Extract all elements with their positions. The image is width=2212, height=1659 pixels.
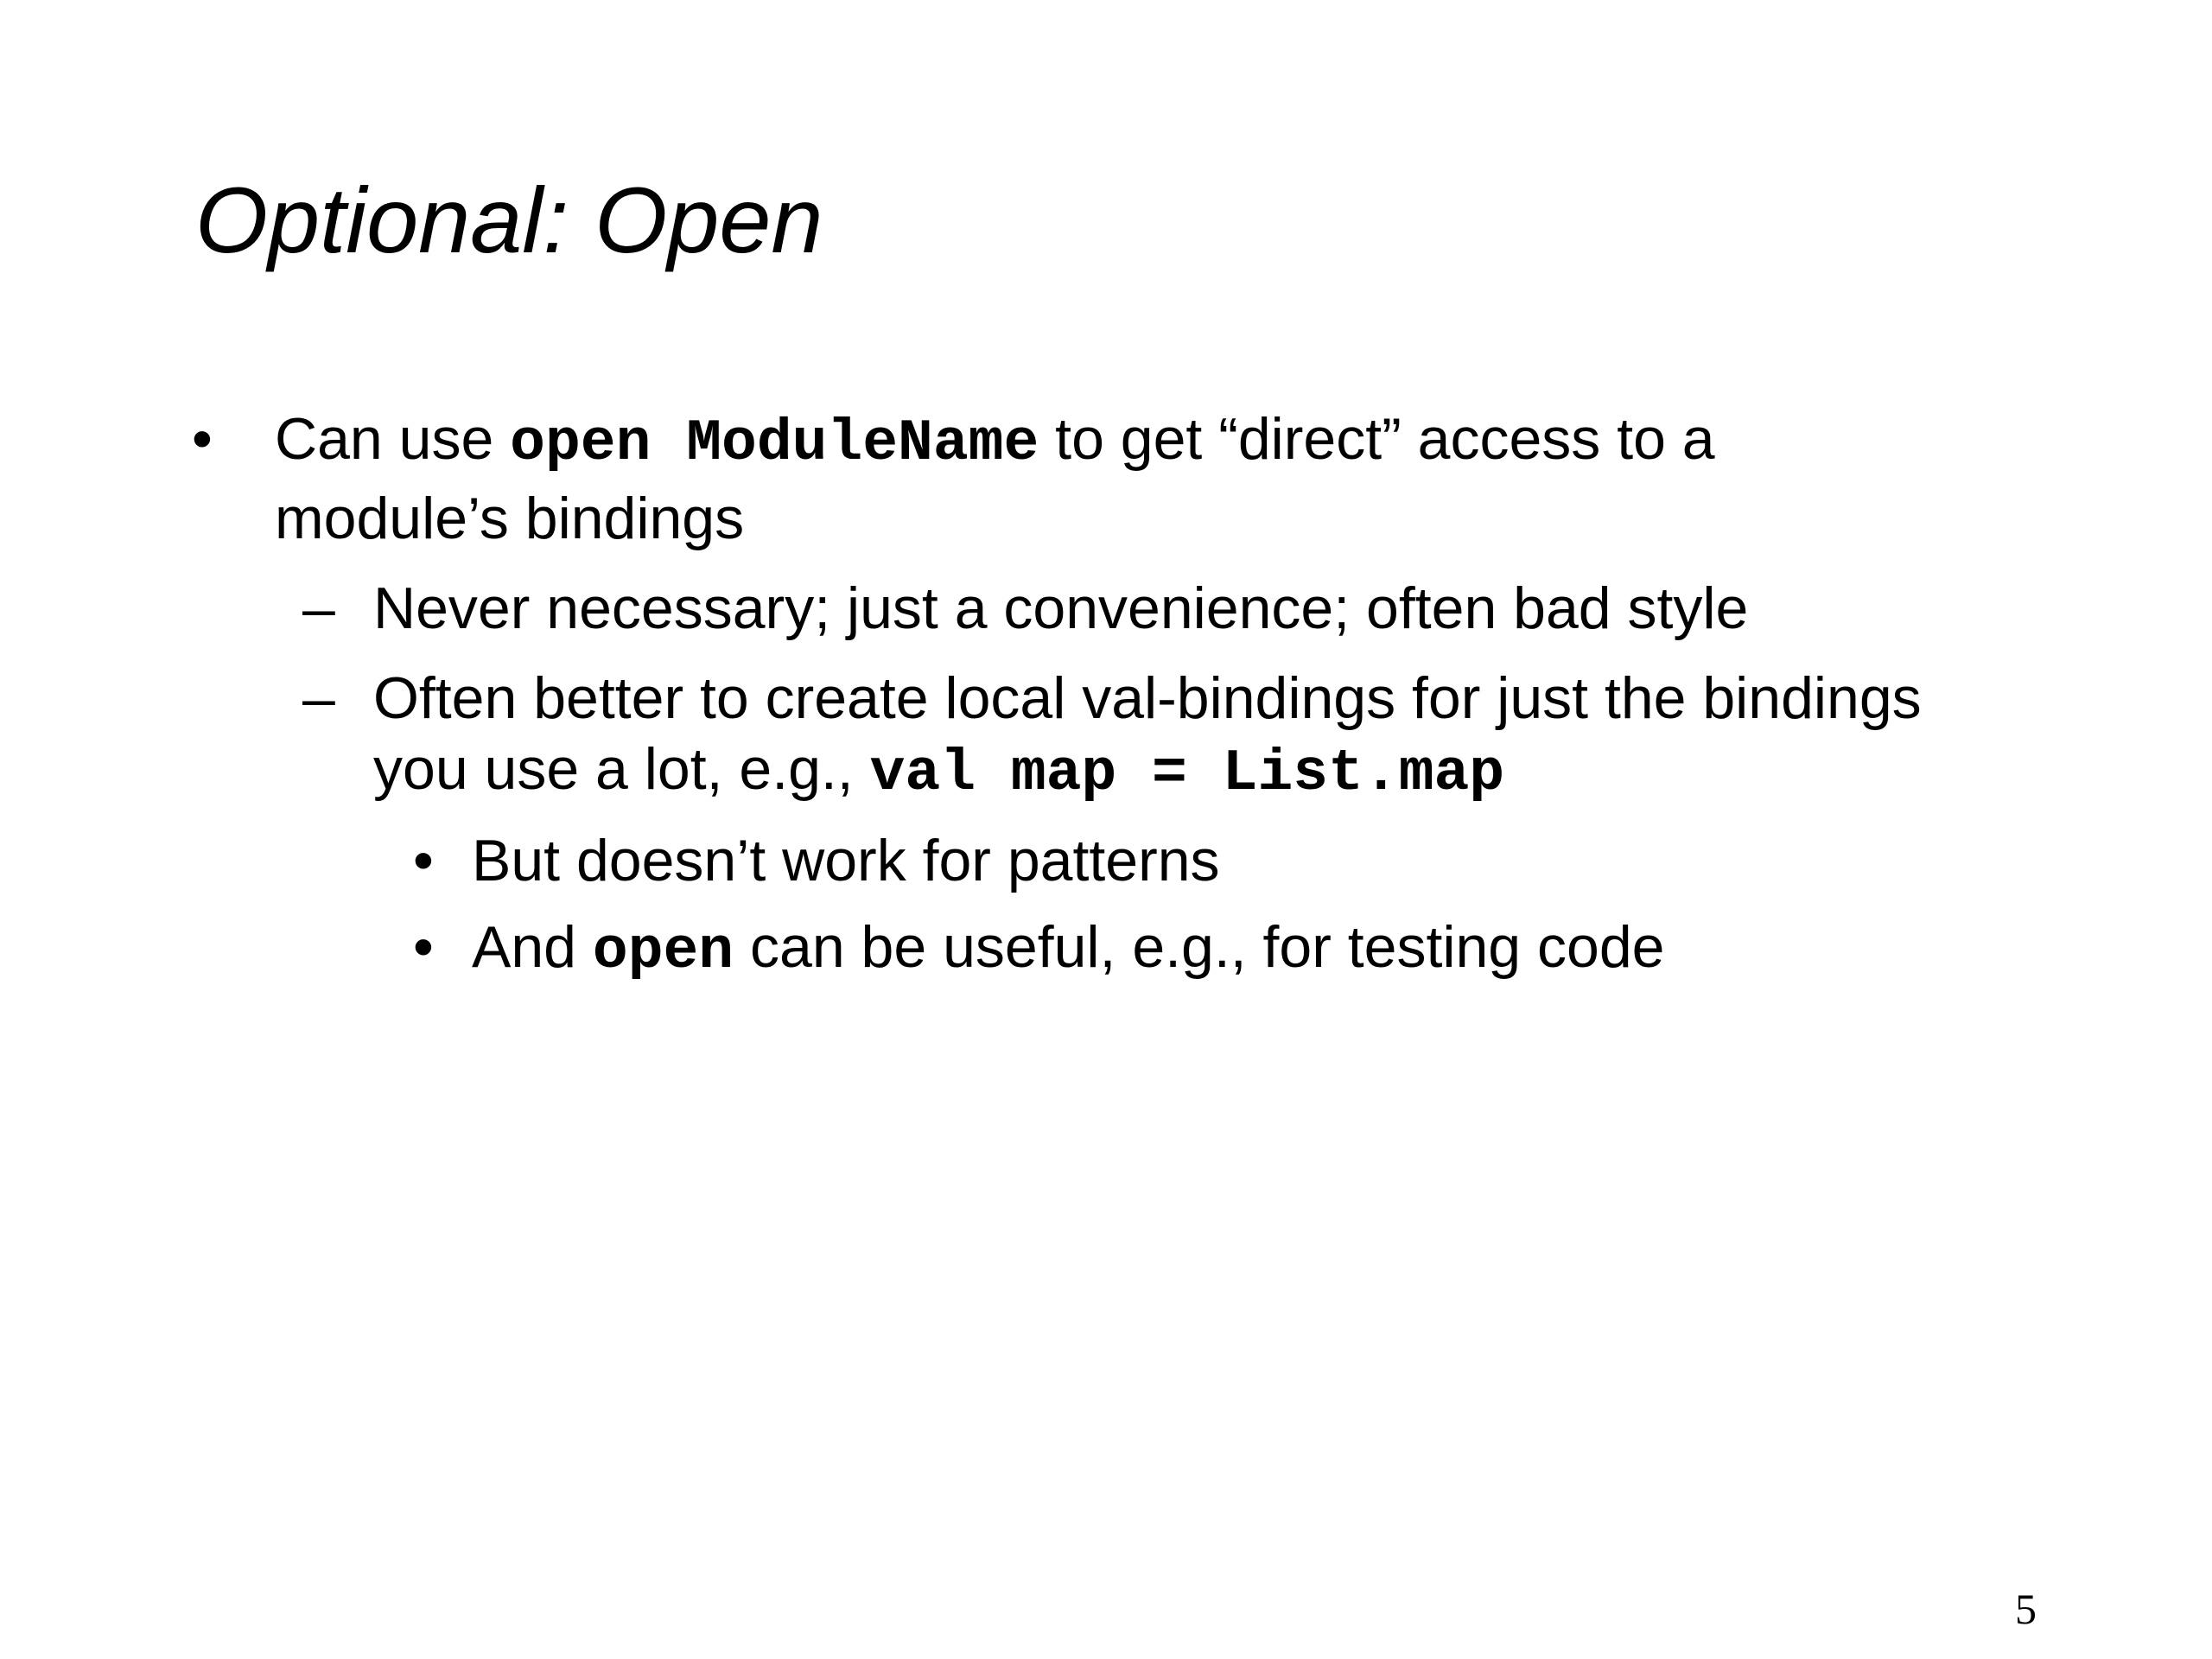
subbullet-text: Never necessary; just a convenience; often bad style [373,575,1749,641]
dash-marker: – [302,665,335,731]
subbullet-text: you use a lot, e.g., [373,736,870,802]
subsubbullet-testing-code [413,909,1665,990]
code-snippet: open ModuleName [510,410,1039,477]
subbullet-local-val-bindings [302,660,1922,736]
subbullet-never-necessary [302,570,1749,646]
subbullet-local-val-bindings-continuation [373,731,1504,812]
bullet-text: Can use [275,406,511,472]
bullet-text: to get “direct” access to a [1039,406,1715,472]
subsubbullet-text: can be useful, e.g., for testing code [734,914,1665,980]
bullet-marker: • [192,406,213,472]
bullet-marker: • [413,828,434,893]
dash-marker: – [302,575,335,641]
code-snippet: val map = List.map [869,741,1505,807]
subsubbullet-patterns [413,823,1220,899]
subbullet-text: Often better to create local val-bindings for just the bindings [373,665,1922,731]
subsubbullet-text: And [472,914,593,980]
bullet-open-module [192,401,1715,482]
bullet-open-module-continuation [275,480,744,556]
slide-title: Optional: Open [195,168,823,272]
bullet-marker: • [413,914,434,980]
subsubbullet-text: But doesn’t work for patterns [472,828,1220,893]
page-number: 5 [2015,1585,2037,1633]
bullet-text: module’s bindings [275,486,745,551]
code-snippet: open [592,918,734,985]
